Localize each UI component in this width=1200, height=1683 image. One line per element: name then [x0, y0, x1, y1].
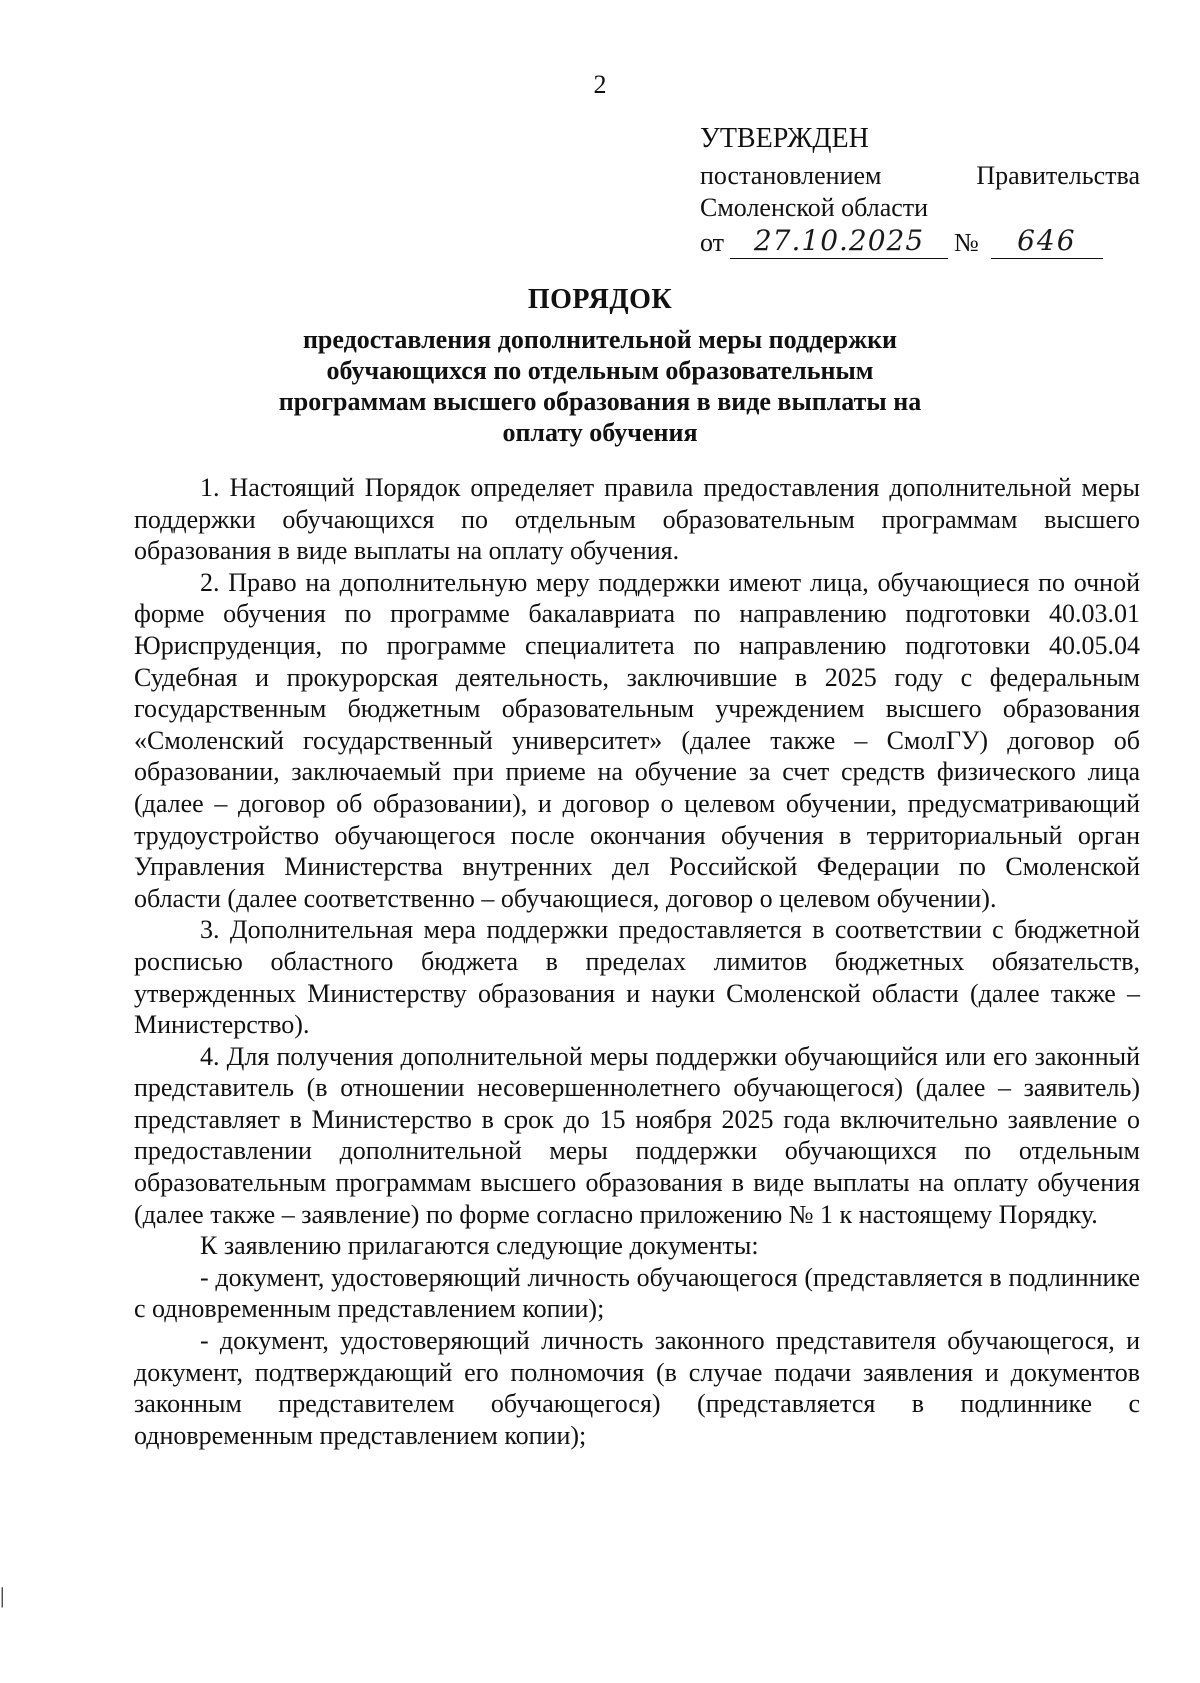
approval-date-row	[700, 224, 1140, 259]
page-number: 2	[593, 70, 607, 99]
paragraph-1: 1. Настоящий Порядок определяет правила предоставления дополнительной меры поддержки обучающихся по отдельным образовательным программам высшего образования в виде выплаты на оплату обучения.	[134, 473, 1140, 566]
paragraph-document-item-1: - документ, удостоверяющий личность обучающегося (представляется в подлиннике с одновременным представлением копии);	[134, 1262, 1140, 1324]
title-block	[0, 280, 1200, 448]
paragraph-3: 3. Дополнительная мера поддержки предоставляется в соответствии с бюджетной росписью областного бюджета в пределах лимитов бюджетных обязательств, утвержденных Министерству образования и науки Смоленской области (далее также – Министерство).	[134, 915, 1140, 1040]
paragraph-4: 4. Для получения дополнительной меры поддержки обучающийся или его законный представитель (в отношении несовершеннолетнего обучающегося) (далее – заявитель) представляет в Министерство в срок до 15 ноября 2025 года включительно заявление о предоставлении дополнительной меры поддержки обучающихся по отдельным образовательным программам высшего образования в виде выплаты на оплату обучения (далее также – заявление) по форме согласно приложению № 1 к настоящему Порядку.	[134, 1041, 1140, 1229]
approved-by-label: постановлением	[700, 161, 882, 190]
approval-stamp-block	[700, 118, 1140, 259]
scan-edge-mark: |	[0, 1583, 5, 1608]
document-subtitle: предоставления дополнительной меры поддержки обучающихся по отдельным образовательным программам высшего образования в виде выплаты на оплату обучения	[278, 325, 922, 447]
approved-by-government: Правительства	[976, 161, 1140, 190]
paragraph-document-item-2: - документ, удостоверяющий личность законного представителя обучающегося, и документ, подтверждающий его полномочия (в случае подачи заявления и документов законным представителем обучающегося) (представляется в подлиннике с одновременным представлением копии);	[134, 1326, 1140, 1450]
approved-by-row	[700, 160, 1140, 192]
approved-heading: УТВЕРЖДЕН	[700, 123, 869, 154]
handwritten-number: 646	[991, 224, 1103, 259]
date-prefix: от	[700, 228, 725, 257]
approved-region: Смоленской области	[700, 193, 929, 222]
document-title: ПОРЯДОК	[527, 284, 673, 315]
number-sign: №	[954, 228, 979, 257]
document-body	[134, 472, 1140, 1451]
paragraph-documents-intro: К заявлению прилагаются следующие документы:	[200, 1231, 759, 1261]
handwritten-date: 27.10.2025	[730, 224, 948, 259]
paragraph-2: 2. Право на дополнительную меру поддержки имеют лица, обучающиеся по очной форме обучения по программе бакалавриата по направлению подготовки 40.03.01 Юриспруденция, по программе специалитета по направлению подготовки 40.05.04 Судебная и прокурорская деятельность, заключившие в 2025 году с федеральным государственным бюджетным образовательным учреждением высшего образования «Смоленский государственный университет» (далее также – СмолГУ) договор об образовании, заключаемый при приеме на обучение за счет средств физического лица (далее – договор об образовании), и договор о целевом обучении, предусматривающий трудоустройство обучающегося после окончания обучения в территориальный орган Управления Министерства внутренних дел Российской Федерации по Смоленской области (далее соответственно – обучающиеся, договор о целевом обучении).	[134, 567, 1140, 913]
